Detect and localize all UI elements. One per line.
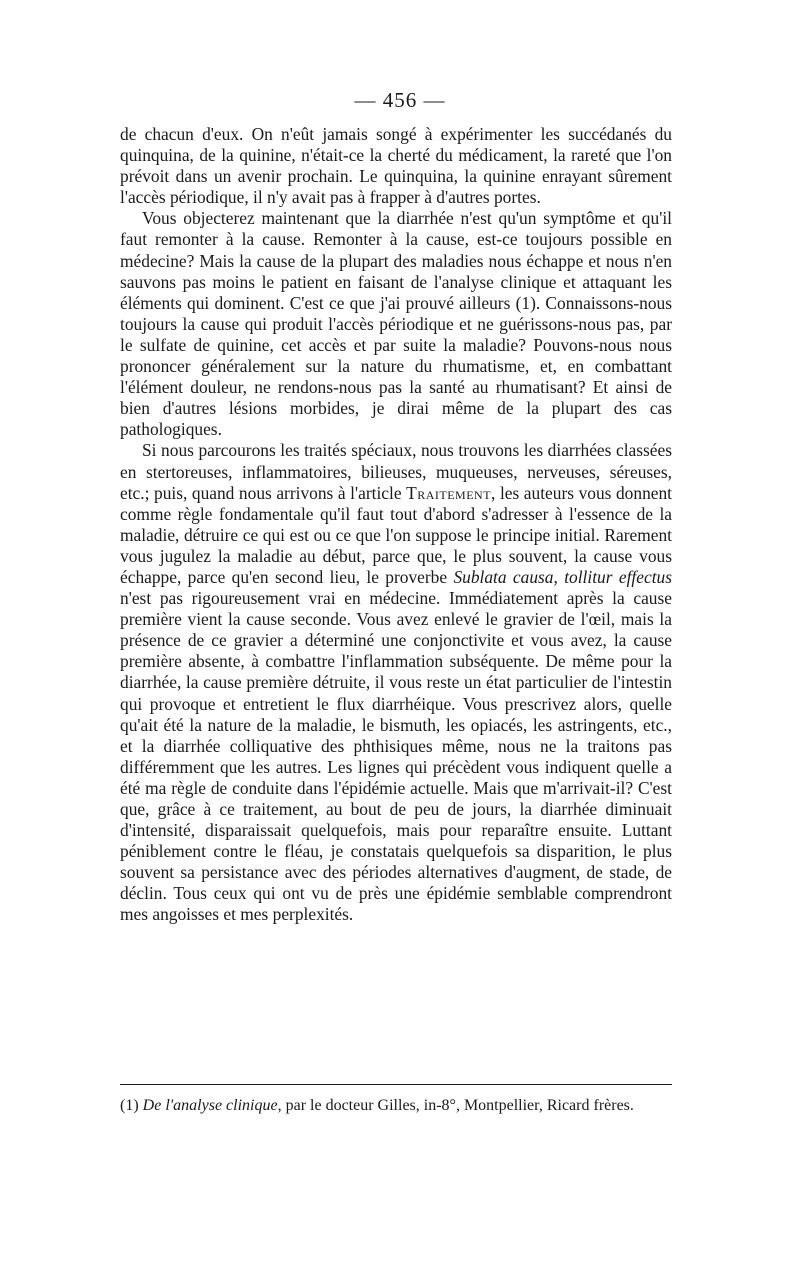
footnote [120,1096,672,1116]
paragraph-3-part-1: Si nous parcourons les traités spéciaux, nous trouvons les diarrhées classées en stertoreuses, inflammatoires, bilieuses, muqueuses, nerveuses, séreuses, etc.; puis, quand nous arrivons à l'article [120,440,672,503]
paragraph-1: de chacun d'eux. On n'eût jamais songé à expérimenter les succédanés du quinquina, de la quinine, n'était-ce la cherté du médicament, la rareté que l'on prévoit dans un avenir prochain. Le quinquina, la quinine enrayant sûrement l'accès périodique, il n'y avait pas à frapper à d'autres portes. [120,124,672,208]
footnote-divider [120,1084,672,1085]
paragraph-3 [120,440,672,925]
latin-proverb: Sublata causa, tollitur effectus [453,566,672,587]
paragraph-3-part-3: n'est pas rigoureusement vrai en médecine. Immédiatement après la cause première vient la cause seconde. Vous avez enlevé le gravier de l'œil, mais la présence de ce gravier a déterminé une conjonctivite et vous avez, la cause première absente, à combattre l'inflammation subséquente. De même pour la diarrhée, la cause première détruite, il vous reste un état particulier de l'intestin qui provoque et entretient le flux diarrhéique. Vous prescrivez alors, quelle qu'ait été la nature de la maladie, le bismuth, les opiacés, les astringents, etc., et la diarrhée colliquative des phthisiques même, nous ne la traitons pas différemment que les autres. Les lignes qui précèdent vous indiquent quelle a été ma règle de conduite dans l'épidémie actuelle. Mais que m'arrivait-il? C'est que, grâce à ce traitement, au bout de peu de jours, la diarrhée diminuait d'intensité, disparaissait quelquefois, mais pour reparaître ensuite. Luttant péniblement contre le fléau, je constatais quelquefois sa disparition, le plus souvent sa persistance avec des périodes alternatives d'augment, de stade, de déclin. Tous ceux qui ont vu de près une épidémie semblable comprendront mes angoisses et mes perplexités. [120,588,672,925]
paragraph-2: Vous objecterez maintenant que la diarrhée n'est qu'un symptôme et qu'il faut remonter à la cause. Remonter à la cause, est-ce toujours possible en médecine? Mais la cause de la plupart des maladies nous échappe et nous n'en sauvons pas moins le patient en faisant de l'analyse clinique et attaquant les éléments qui dominent. C'est ce que j'ai prouvé ailleurs (1). Connaissons-nous toujours la cause qui produit l'accès périodique et ne guérissons-nous pas, par le sulfate de quinine, cet accès et par suite la maladie? Pouvons-nous nous prononcer généralement sur la nature du rhumatisme, et, en combattant l'élément douleur, ne rendons-nous pas la santé au rhumatisant? Et ainsi de bien d'autres lésions morbides, je dirai même de la plupart des cas pathologiques. [120,208,672,440]
body-text [120,124,672,926]
paragraph-3-part-2: , les auteurs vous donnent comme règle fondamentale qu'il faut tout d'abord s'adresser à l'essence de la maladie, détruire ce qui est ou ce que l'on suppose le principe initial. Rarement vous jugulez la maladie au début, parce que, le plus souvent, la cause vous échappe, parce qu'en second lieu, le proverbe [120,482,673,587]
footnote-marker: (1) [120,1097,143,1114]
page-number: — 456 — [354,88,446,112]
footnote-text: , par le docteur Gilles, in-8°, Montpellier, Ricard frères. [277,1097,634,1114]
footnote-title: De l'analyse clinique [142,1097,278,1114]
traitement-heading: Traitement [406,482,492,503]
